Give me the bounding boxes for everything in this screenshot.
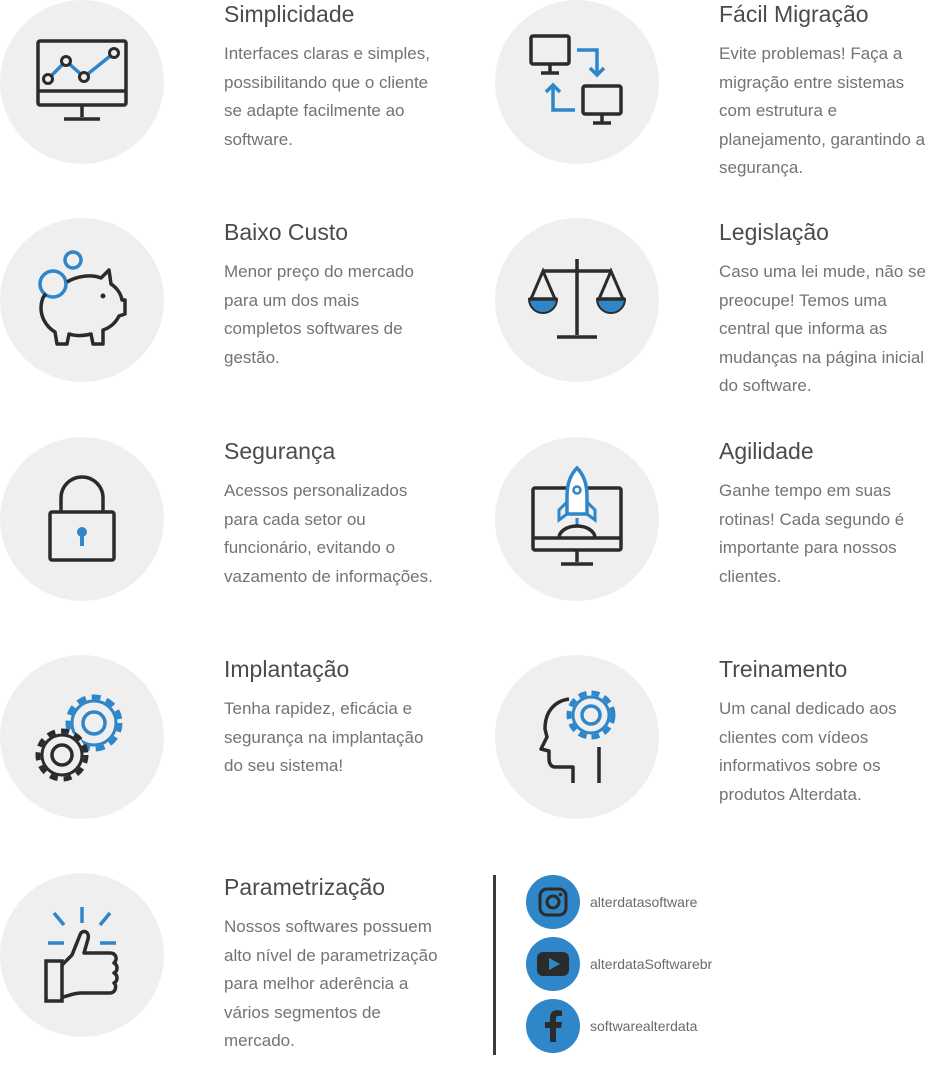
social-divider <box>493 875 496 1055</box>
feature-icon-circle <box>495 655 659 819</box>
feature-description: Caso uma lei mude, não se preocupe! Temos uma central que informa as mudanças na página inicial do software. <box>719 262 926 395</box>
feature-facil-migracao <box>495 0 934 210</box>
feature-description: Interfaces claras e simples, possibilitando que o cliente se adapte facilmente ao software. <box>224 44 430 149</box>
feature-title: Fácil Migração <box>719 1 869 27</box>
feature-title: Parametrização <box>224 874 386 900</box>
gears-icon <box>32 687 132 787</box>
feature-title: Baixo Custo <box>224 219 349 245</box>
feature-icon-circle <box>495 218 659 382</box>
feature-title: Agilidade <box>719 438 814 464</box>
feature-title: Treinamento <box>719 656 848 682</box>
feature-description: Ganhe tempo em suas rotinas! Cada segundo é importante para nossos clientes. <box>719 481 905 586</box>
feature-icon-circle <box>0 873 164 1037</box>
feature-description: Nossos softwares possuem alto nível de parametrização para melhor aderência a vários segmentos de mercado. <box>224 917 438 1050</box>
feature-simplicidade <box>0 0 466 210</box>
piggy-bank-icon <box>37 248 127 352</box>
social-handle[interactable]: softwarealterdata <box>590 1018 698 1034</box>
feature-icon-circle <box>0 437 164 601</box>
feature-description: Acessos personalizados para cada setor ou funcionário, evitando o vazamento de informações. <box>224 481 433 586</box>
rocket-monitor-icon <box>529 466 625 572</box>
feature-description: Tenha rapidez, eficácia e segurança na implantação do seu sistema! <box>224 699 424 775</box>
social-handle[interactable]: alterdatasoftware <box>590 894 698 910</box>
feature-icon-circle <box>495 0 659 164</box>
feature-icon-circle <box>0 218 164 382</box>
social-link-instagram[interactable] <box>526 875 697 929</box>
feature-icon-circle <box>0 0 164 164</box>
feature-baixo-custo <box>0 218 466 428</box>
social-handle[interactable]: alterdataSoftwarebr <box>590 956 713 972</box>
feature-icon-circle <box>495 437 659 601</box>
feature-seguranca <box>0 437 466 647</box>
feature-implantacao <box>0 655 466 865</box>
feature-parametrizacao <box>0 873 466 1083</box>
migration-icon <box>527 32 627 132</box>
feature-treinamento <box>495 655 934 865</box>
head-gear-icon <box>529 685 625 789</box>
feature-description: Menor preço do mercado para um dos mais completos softwares de gestão. <box>224 262 414 367</box>
social-link-youtube[interactable] <box>526 937 712 991</box>
scale-icon <box>527 255 627 345</box>
youtube-icon[interactable] <box>526 937 580 991</box>
instagram-icon[interactable] <box>526 875 580 929</box>
feature-icon-circle <box>0 655 164 819</box>
feature-legislacao <box>495 218 934 428</box>
thumbs-up-icon <box>42 903 122 1007</box>
padlock-icon <box>47 474 117 564</box>
feature-title: Simplicidade <box>224 1 355 27</box>
feature-title: Segurança <box>224 438 336 464</box>
feature-title: Implantação <box>224 656 350 682</box>
monitor-chart-icon <box>34 37 130 127</box>
feature-description: Evite problemas! Faça a migração entre sistemas com estrutura e planejamento, garantindo a segurança. <box>719 44 926 177</box>
feature-agilidade <box>495 437 934 647</box>
social-link-facebook[interactable] <box>526 999 697 1053</box>
feature-title: Legislação <box>719 219 829 245</box>
facebook-icon[interactable] <box>526 999 580 1053</box>
feature-description: Um canal dedicado aos clientes com vídeos informativos sobre os produtos Alterdata. <box>719 699 897 804</box>
